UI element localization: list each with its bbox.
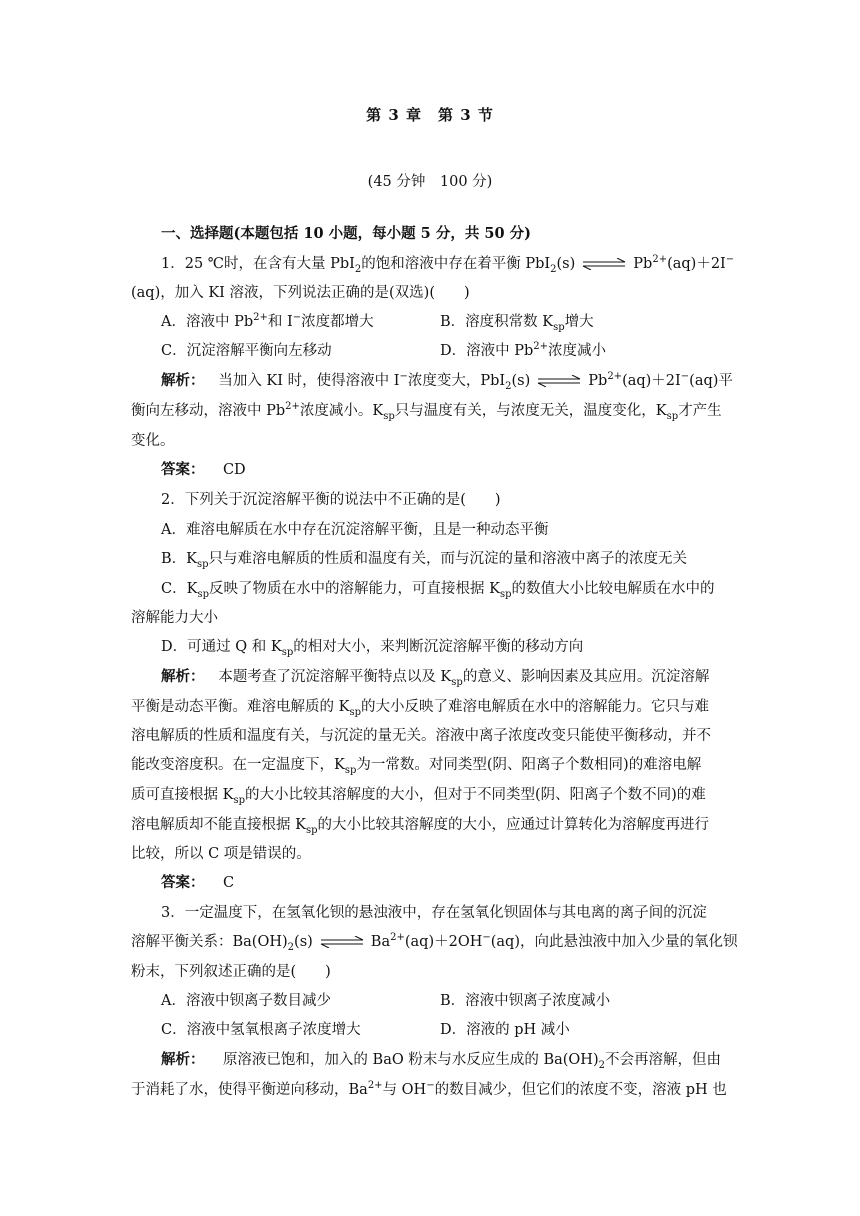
- q2-analysis-line5: 质可直接根据 $K_{sp}$的大小比较其溶解度的大小，但对于不同类型(阴、阳离子个数不同)的难: [131, 787, 706, 806]
- q3-stem-line2: 溶解平衡关系：$Ba(OH)_2(s)$ $Ba^{2+}(aq)+2OH^-(aq)$，向此悬浊液中加入少量的氧化钡: [131, 932, 738, 953]
- q3-analysis-line1: 解析： 原溶液已饱和，加入的 BaO 粉末与水反应生成的 $Ba(OH)_2$不会再溶解，但由: [161, 1051, 721, 1071]
- equilibrium-arrow-icon: [581, 258, 627, 270]
- q2-option-c-line2: 溶解能力大小: [131, 610, 218, 626]
- q3-option-d: D．溶液的 pH 减小: [440, 1022, 570, 1038]
- section-header: 一、选择题(本题包括 10 小题，每小题 5 分，共 50 分): [161, 225, 531, 242]
- q1-answer: 答案： CD: [161, 461, 246, 478]
- q3-analysis-line2: 于消耗了水，使得平衡逆向移动，$Ba^{2+}$与 OH−的数目减少，但它们的浓度不变，溶液 pH 也: [131, 1080, 727, 1098]
- equilibrium-arrow-icon: [319, 936, 365, 948]
- q1-option-c: C．沉淀溶解平衡向左移动: [161, 343, 332, 359]
- q1-analysis-line2: 衡向左移动，溶液中 $Pb^{2+}$浓度减小。$K_{sp}$只与温度有关，与浓度无关，温度变化，$K_{sp}$才产生: [131, 401, 722, 422]
- q2-answer: 答案： C: [161, 874, 235, 891]
- q1-analysis-line1: 解析： 当加入 KI 时，使得溶液中 I−浓度变大，PbI$_2$(s) $Pb^{2+}(aq)+2I^-(aq)$平: [161, 371, 733, 392]
- equilibrium-arrow-icon: [536, 375, 582, 387]
- q3-stem-line1: 3．一定温度下，在氢氧化钡的悬浊液中，存在氢氧化钡固体与其电离的离子间的沉淀: [161, 905, 707, 921]
- q2-analysis-line7: 比较，所以 C 项是错误的。: [131, 846, 311, 862]
- q2-option-a: A．难溶电解质在水中存在沉淀溶解平衡，且是一种动态平衡: [161, 522, 549, 538]
- q2-option-d: D．可通过 Q 和 $K_{sp}$的相对大小，来判断沉淀溶解平衡的移动方向: [161, 639, 584, 658]
- q3-stem-line3: 粉末，下列叙述正确的是( ): [131, 964, 331, 980]
- chapter-title: 第 3 章 第 3 节: [366, 106, 494, 124]
- q1-option-b: B．溶度积常数 $K_{sp}$增大: [440, 314, 594, 333]
- q1-option-d: D．溶液中 $Pb^{2+}$浓度减小: [440, 341, 607, 359]
- q1-stem-line2: (aq)，加入 KI 溶液，下列说法正确的是(双选)( ): [131, 285, 470, 301]
- q2-stem: 2．下列关于沉淀溶解平衡的说法中不正确的是( ): [161, 492, 501, 508]
- q2-analysis-line3: 溶电解质的性质和温度有关，与沉淀的量无关。溶液中离子浓度改变只能使平衡移动，并不: [131, 728, 711, 744]
- q1-stem-line1: 1．25 ℃时，在含有大量 PbI$_2$的饱和溶液中存在着平衡 PbI$_2$(s) $Pb^{2+}(aq)+2I^-$: [161, 254, 735, 275]
- q2-option-b: B．$K_{sp}$只与难溶电解质的性质和温度有关，而与沉淀的量和溶液中离子的浓度无关: [161, 551, 688, 570]
- q2-analysis-line2: 平衡是动态平衡。难溶电解质的 $K_{sp}$的大小反映了难溶电解质在水中的溶解能力。它只与难: [131, 699, 709, 718]
- q2-analysis-line1: 解析： 本题考查了沉淀溶解平衡特点以及 $K_{sp}$的意义、影响因素及其应用。沉淀溶解: [161, 668, 710, 688]
- time-score-info: (45 分钟 100 分): [367, 174, 493, 190]
- q2-analysis-line6: 溶电解质却不能直接根据 $K_{sp}$的大小比较其溶解度的大小，应通过计算转化为溶解度再进行: [131, 817, 709, 836]
- q3-option-a: A．溶液中钡离子数目减少: [161, 993, 331, 1009]
- q1-option-a: A．溶液中 $Pb^{2+}$和 I−浓度都增大: [161, 312, 374, 330]
- q3-option-c: C．溶液中氢氧根离子浓度增大: [161, 1022, 361, 1038]
- q1-analysis-line3: 变化。: [131, 433, 175, 449]
- q3-option-b: B．溶液中钡离子浓度减小: [440, 993, 611, 1009]
- q2-analysis-line4: 能改变溶度积。在一定温度下，$K_{sp}$为一常数。对同类型(阴、阳离子个数相同)的难溶电解: [131, 757, 702, 776]
- q2-option-c-line1: C．$K_{sp}$反映了物质在水中的溶解能力，可直接根据 $K_{sp}$的数值大小比较电解质在水中的: [161, 581, 715, 600]
